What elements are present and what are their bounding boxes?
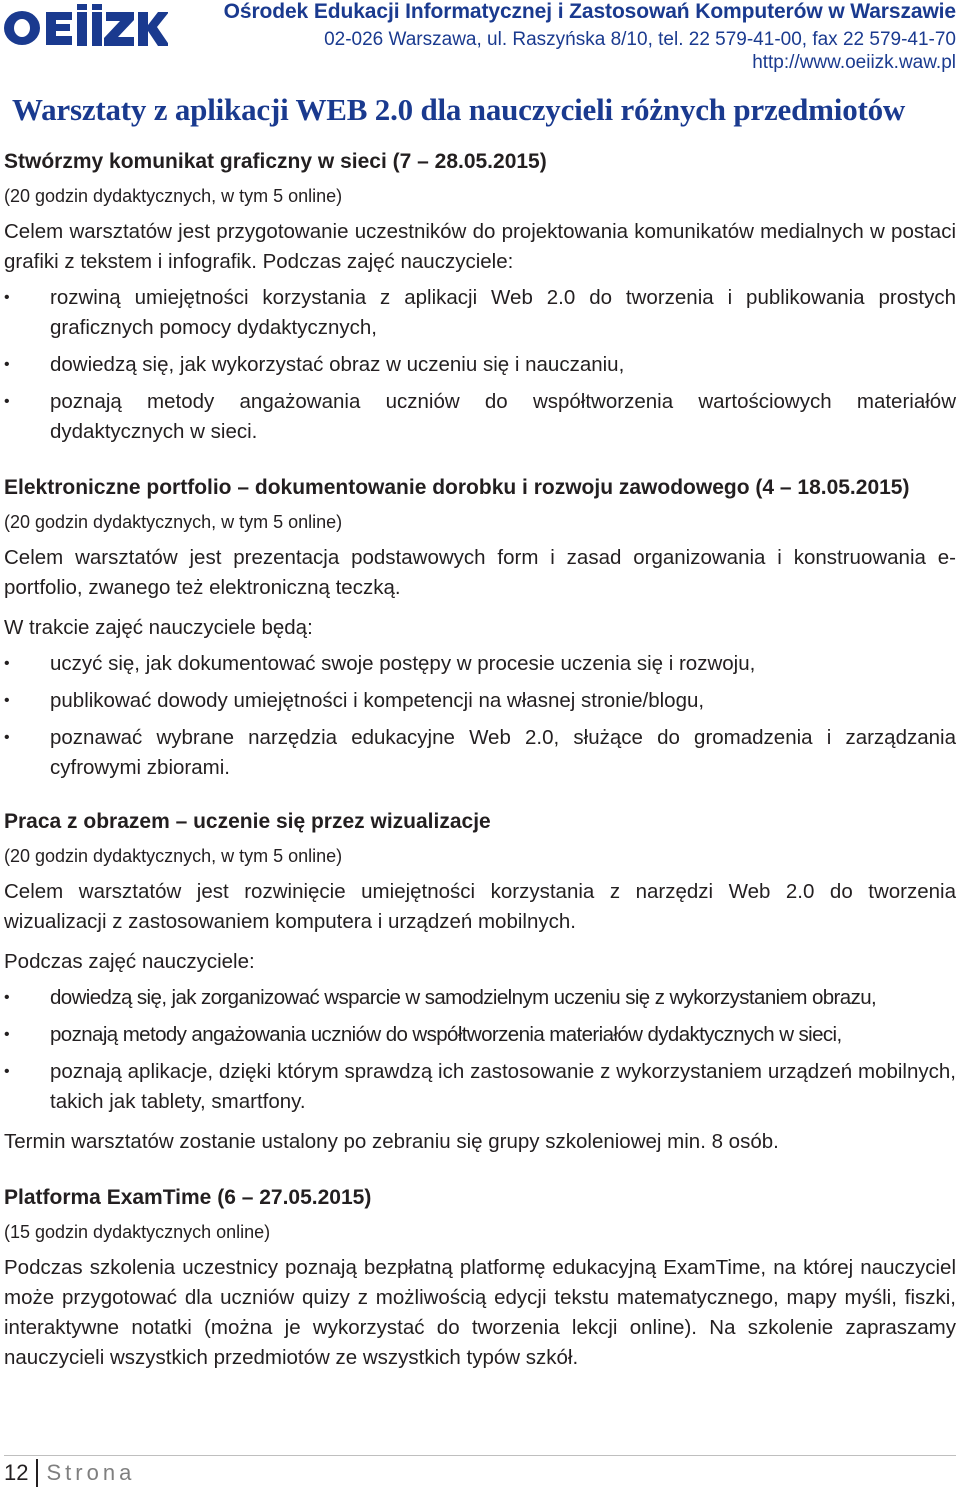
organization-name: Ośrodek Edukacji Informatycznej i Zastosowań Komputerów w Warszawie xyxy=(223,0,956,23)
list-item: • poznają metody angażowania uczniów do współtworzenia wartościowych materiałów dydaktycznych w sieci. xyxy=(4,387,956,447)
section-note: Termin warsztatów zostanie ustalony po zebraniu się grupy szkoleniowej min. 8 osób. xyxy=(4,1130,779,1153)
list-item: • poznawać wybrane narzędzia edukacyjne Web 2.0, służące do gromadzenia i zarządzania cyfrowymi zbiorami. xyxy=(4,723,956,783)
bullet-list xyxy=(4,983,956,1117)
section-title: Praca z obrazem – uczenie się przez wizualizacje xyxy=(4,810,491,833)
section-lead: Podczas zajęć nauczyciele: xyxy=(4,950,255,973)
section-title: Platforma ExamTime (6 – 27.05.2015) xyxy=(4,1186,372,1209)
section-title: Elektroniczne portfolio – dokumentowanie dorobku i rozwoju zawodowego (4 – 18.05.2015) xyxy=(4,476,910,499)
workshop-section-e-portfolio xyxy=(4,474,956,783)
page-footer xyxy=(4,1458,135,1488)
workshop-section-graphic-message xyxy=(4,148,956,447)
section-lead: W trakcie zajęć nauczyciele będą: xyxy=(4,616,313,639)
page-label: Strona xyxy=(46,1460,136,1485)
section-intro: Celem warsztatów jest prezentacja podstawowych form i zasad organizowania i konstruowania e-portfolio, zwanego też elektroniczną teczką. xyxy=(4,546,956,599)
list-item: • dowiedzą się, jak wykorzystać obraz w uczeniu się i nauczaniu, xyxy=(4,350,956,380)
organization-url[interactable]: http://www.oeiizk.waw.pl xyxy=(752,52,956,73)
page-header xyxy=(0,0,960,80)
list-item: • poznają aplikacje, dzięki którym sprawdzą ich zastosowanie z wykorzystaniem urządzeń mobilnych, takich jak tablety, smartfony. xyxy=(4,1057,956,1117)
page-title: Warsztaty z aplikacji WEB 2.0 dla nauczycieli różnych przedmiotów xyxy=(12,92,906,127)
footer-divider xyxy=(4,1455,956,1456)
workshop-section-examtime xyxy=(4,1184,956,1373)
section-title: Stwórzmy komunikat graficzny w sieci (7 – 28.05.2015) xyxy=(4,150,547,173)
section-hours: (20 godzin dydaktycznych, w tym 5 online) xyxy=(4,186,343,206)
page-number: 12 xyxy=(4,1459,38,1487)
section-hours: (15 godzin dydaktycznych online) xyxy=(4,1222,271,1242)
oeiizk-logo xyxy=(2,4,168,48)
section-hours: (20 godzin dydaktycznych, w tym 5 online) xyxy=(4,512,343,532)
bullet-list xyxy=(4,649,956,783)
list-item: • publikować dowody umiejętności i kompetencji na własnej stronie/blogu, xyxy=(4,686,956,716)
organization-address: 02-026 Warszawa, ul. Raszyńska 8/10, tel. 22 579-41-00, fax 22 579-41-70 xyxy=(324,29,956,50)
section-hours: (20 godzin dydaktycznych, w tym 5 online) xyxy=(4,846,343,866)
list-item: • poznają metody angażowania uczniów do współtworzenia materiałów dydaktycznych w sieci, xyxy=(4,1020,956,1050)
section-intro: Celem warsztatów jest przygotowanie uczestników do projektowania komunikatów medialnych w postaci grafiki z tekstem i infografik. Podczas zajęć nauczyciele: xyxy=(4,220,956,273)
section-intro: Podczas szkolenia uczestnicy poznają bezpłatną platformę edukacyjną ExamTime, na której nauczyciel może przygotować dla uczniów quizy z możliwością edycji tekstu matematycznego, mapy myśli, fiszki, interaktywne notatki (można je wykorzystać do tworzenia lekcji online). Na szkolenie zapraszamy nauczycieli wszystkich przedmiotów ze wszystkich typów szkół. xyxy=(4,1256,956,1369)
bullet-list xyxy=(4,283,956,447)
main-content xyxy=(4,148,956,1373)
list-item: • dowiedzą się, jak zorganizować wsparcie w samodzielnym uczeniu się z wykorzystaniem obrazu, xyxy=(4,983,956,1013)
workshop-section-visualization xyxy=(4,808,956,1157)
list-item: • rozwiną umiejętności korzystania z aplikacji Web 2.0 do tworzenia i publikowania prostych graficznych pomocy dydaktycznych, xyxy=(4,283,956,343)
list-item: • uczyć się, jak dokumentować swoje postępy w procesie uczenia się i rozwoju, xyxy=(4,649,956,679)
section-intro: Celem warsztatów jest rozwinięcie umiejętności korzystania z narzędzi Web 2.0 do tworzenia wizualizacji z zastosowaniem komputera i urządzeń mobilnych. xyxy=(4,880,956,933)
